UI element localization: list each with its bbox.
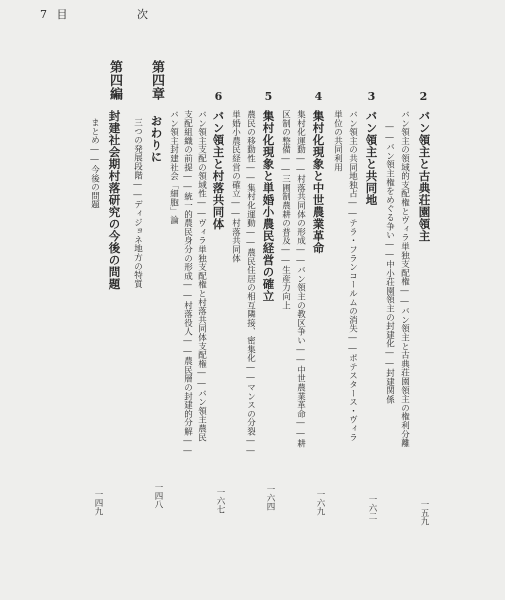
chapter-4-title: おわりに [149,115,164,163]
part-4-title: 封建社会期村落研究の今後の問題 [107,110,122,290]
section-6-sub2: 支配組織の前提――統一的農民身分の形成――村落役人――農民層の封建的分解―― [182,110,193,457]
header-title-b: 次 [137,8,148,21]
header-page-number: 7 [40,8,47,21]
section-5-page: 一六四 [265,485,275,511]
section-4-sub2: 区制の整備――三圃制農耕の普及――生産力向上 [280,110,291,310]
header-title-a: 目 [56,8,68,21]
section-4-sub1: 集村化運動――村落共同体の形成――バン領主の教区争い――中世農業革命――耕 [295,110,306,448]
section-4-number: 4 [312,90,325,103]
chapter-4-sub1: 三つの発展段階――ディジョネ地方の特質 [132,118,143,289]
section-3-sub1: バン領主の共同地独占――テラ・フランコールムの消失――ポテスタース・ヴィラ [347,110,358,442]
section-2-page: 一五九 [419,500,429,526]
section-3-number: 3 [365,90,378,103]
section-3-sub2: 単位の共同利用 [332,110,343,172]
section-2-title: バン領主と古典荘園領主 [417,110,432,242]
part-4-label: 第四編 [107,60,122,101]
part-4-sub1: まとめ――今後の問題 [89,118,100,209]
section-6-sub1: バン領主支配の領域性――ヴィラ単独支配権と村落共同体支配権――バン領主農民 [196,110,207,442]
section-6-page: 一六七 [215,488,225,514]
section-6-number: 6 [212,90,225,103]
part-4-page: 一四九 [93,490,103,516]
section-5-sub1: 農民の移動性――集村化運動――農民住居の相互隣接、密集化――マンスの分裂―― [245,110,256,457]
section-5-number: 5 [262,90,275,103]
running-head [40,6,154,22]
section-2-sub1: バン領主の領域的支配権とヴィラ単独支配権――バン領主と古典荘園領主の権利分離 [399,110,410,448]
section-2-number: 2 [417,90,430,103]
section-5-sub2: 単婚小農民経営の確立――村落共同体 [230,110,241,263]
section-4-title: 集村化現象と中世農業革命 [311,110,326,254]
chapter-4-label: 第四章 [149,60,164,101]
section-5-title: 集村化現象と単婚小農民経営の確立 [261,110,276,302]
section-6-title: バン領主と村落共同体 [211,110,226,230]
chapter-4-page: 一四八 [153,483,163,509]
section-3-page: 一六二 [367,495,377,521]
section-3-title: バン領主と共同地 [364,110,379,206]
section-6-sub3: バン領主封建社会「細胞」論 [168,110,179,225]
section-2-sub2: ――バン領主権をめぐる争い――中小荘園領主の封建化――封建関係 [384,122,395,404]
section-4-page: 一六九 [315,490,325,516]
